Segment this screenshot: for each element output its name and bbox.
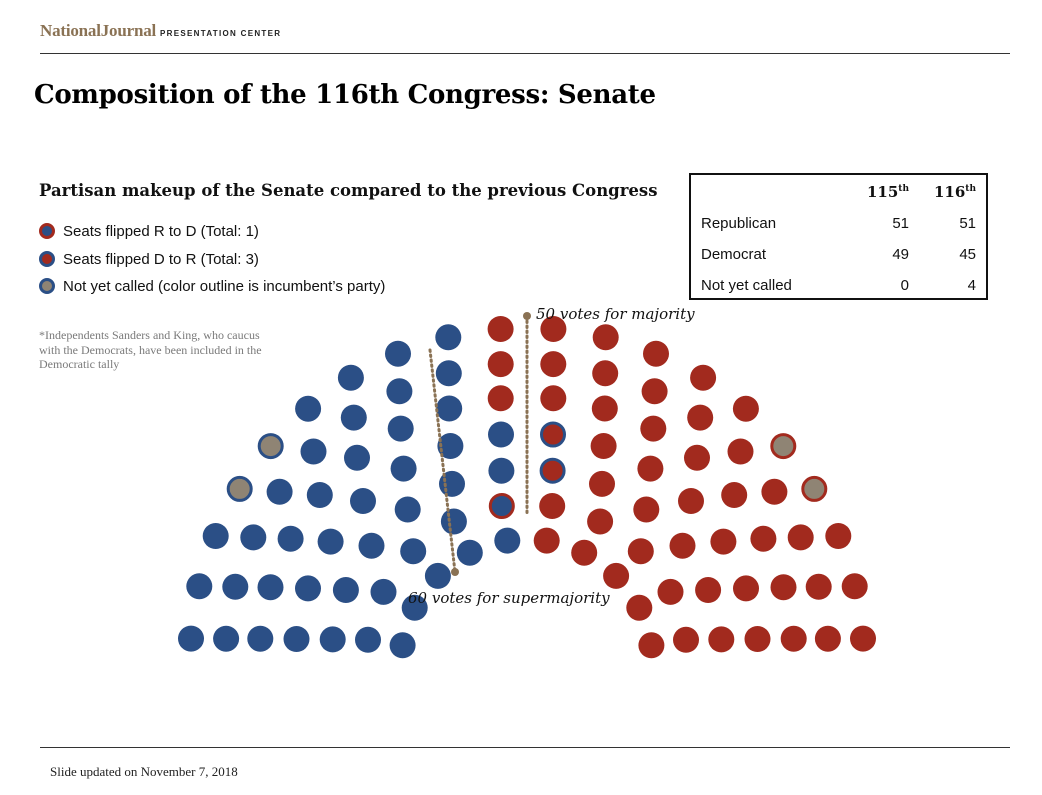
seat-democrat — [267, 479, 293, 505]
seat-republican — [593, 324, 619, 350]
seat-flipped-r-to-d — [490, 495, 513, 518]
seat-republican — [733, 396, 759, 422]
brand-name: NationalJournal — [40, 21, 157, 40]
seat-flipped-d-to-r — [542, 423, 565, 446]
seat-republican — [638, 632, 664, 658]
seat-democrat — [344, 445, 370, 471]
majority-line-dot — [523, 312, 531, 320]
seat-republican — [815, 626, 841, 652]
seat-not-called — [228, 477, 251, 500]
seat-republican — [850, 626, 876, 652]
seat-republican — [589, 471, 615, 497]
footer-text: Slide updated on November 7, 2018 — [50, 764, 238, 779]
independents-note: *Independents Sanders and King, who caucus with the Democrats, have been included in the Democratic tally — [39, 328, 262, 371]
seat-republican — [626, 595, 652, 621]
seat-republican — [571, 540, 597, 566]
seat-democrat — [425, 563, 451, 589]
seat-not-called — [772, 435, 795, 458]
seat-democrat — [494, 528, 520, 554]
seat-democrat — [284, 626, 310, 652]
seat-republican — [591, 433, 617, 459]
table-row: Democrat 49 45 — [701, 246, 976, 263]
seat-republican — [534, 528, 560, 554]
seat-republican — [825, 523, 851, 549]
seat-democrat — [391, 456, 417, 482]
seat-republican — [592, 396, 618, 422]
seat-not-called — [259, 435, 282, 458]
seat-democrat — [441, 509, 467, 535]
seat-republican — [728, 439, 754, 465]
seat-republican — [539, 493, 565, 519]
seat-democrat — [318, 529, 344, 555]
seat-republican — [603, 563, 629, 589]
seat-democrat — [203, 523, 229, 549]
brand-sub: PRESENTATION CENTER — [160, 29, 282, 38]
seat-republican — [633, 497, 659, 523]
seat-democrat — [320, 626, 346, 652]
seat-republican — [842, 573, 868, 599]
seat-republican — [690, 365, 716, 391]
table-header-116: 116th — [933, 182, 976, 201]
seat-democrat — [436, 396, 462, 422]
seat-republican — [658, 579, 684, 605]
seat-republican — [761, 479, 787, 505]
legend-label-d-to-r: Seats flipped D to R (Total: 3) — [63, 250, 259, 268]
seat-republican — [643, 341, 669, 367]
seat-republican — [781, 626, 807, 652]
seat-republican — [488, 351, 514, 377]
seat-republican — [710, 529, 736, 555]
seat-democrat — [338, 365, 364, 391]
seat-flipped-d-to-r — [541, 459, 564, 482]
table-header-115: 115th — [866, 182, 909, 201]
seat-democrat — [388, 416, 414, 442]
seat-democrat — [400, 538, 426, 564]
seat-democrat — [390, 632, 416, 658]
seat-republican — [592, 360, 618, 386]
seat-democrat — [435, 324, 461, 350]
seat-republican — [673, 627, 699, 653]
seat-republican — [684, 445, 710, 471]
seat-democrat — [457, 540, 483, 566]
seat-republican — [708, 626, 734, 652]
seat-democrat — [301, 439, 327, 465]
seat-republican — [587, 509, 613, 535]
footer-rule — [40, 747, 1010, 748]
seat-democrat — [436, 360, 462, 386]
majority-label: 50 votes for majority — [536, 305, 695, 323]
seat-republican — [788, 524, 814, 550]
seat-democrat — [333, 577, 359, 603]
seat-republican — [750, 526, 776, 552]
seat-republican — [771, 574, 797, 600]
seat-republican — [670, 533, 696, 559]
table-row: Not yet called 0 4 — [701, 277, 976, 294]
seat-republican — [642, 378, 668, 404]
table-row: Republican 51 51 — [701, 215, 976, 232]
seat-republican — [488, 316, 514, 342]
seat-democrat — [488, 422, 514, 448]
seat-democrat — [350, 488, 376, 514]
seat-democrat — [355, 627, 381, 653]
seat-democrat — [385, 341, 411, 367]
seat-republican — [640, 416, 666, 442]
seat-democrat — [359, 533, 385, 559]
seat-republican — [687, 405, 713, 431]
seat-republican — [733, 575, 759, 601]
seat-democrat — [341, 405, 367, 431]
seat-democrat — [386, 378, 412, 404]
seat-democrat — [488, 458, 514, 484]
seat-democrat — [295, 575, 321, 601]
supermajority-label: 60 votes for supermajority — [408, 589, 610, 607]
seat-not-called — [803, 477, 826, 500]
seat-republican — [540, 385, 566, 411]
seat-democrat — [395, 497, 421, 523]
seat-republican — [637, 456, 663, 482]
seat-democrat — [213, 626, 239, 652]
seat-democrat — [247, 626, 273, 652]
seat-republican — [488, 385, 514, 411]
seat-democrat — [371, 579, 397, 605]
seat-republican — [540, 351, 566, 377]
legend-label-not-called: Not yet called (color outline is incumbent’s party) — [63, 277, 386, 295]
seat-democrat — [278, 526, 304, 552]
seat-republican — [695, 577, 721, 603]
seat-republican — [721, 482, 747, 508]
seat-republican — [806, 574, 832, 600]
chart-subtitle: Partisan makeup of the Senate compared to the previous Congress — [39, 181, 658, 200]
seat-republican — [745, 626, 771, 652]
seat-democrat — [295, 396, 321, 422]
supermajority-line-dot — [451, 568, 459, 576]
seat-democrat — [307, 482, 333, 508]
seat-democrat — [186, 573, 212, 599]
seat-democrat — [178, 626, 204, 652]
page-title: Composition of the 116th Congress: Senate — [34, 80, 656, 110]
seat-republican — [628, 538, 654, 564]
seat-democrat — [222, 574, 248, 600]
seat-democrat — [240, 524, 266, 550]
legend-label-r-to-d: Seats flipped R to D (Total: 1) — [63, 222, 259, 240]
seat-democrat — [258, 574, 284, 600]
seat-republican — [678, 488, 704, 514]
